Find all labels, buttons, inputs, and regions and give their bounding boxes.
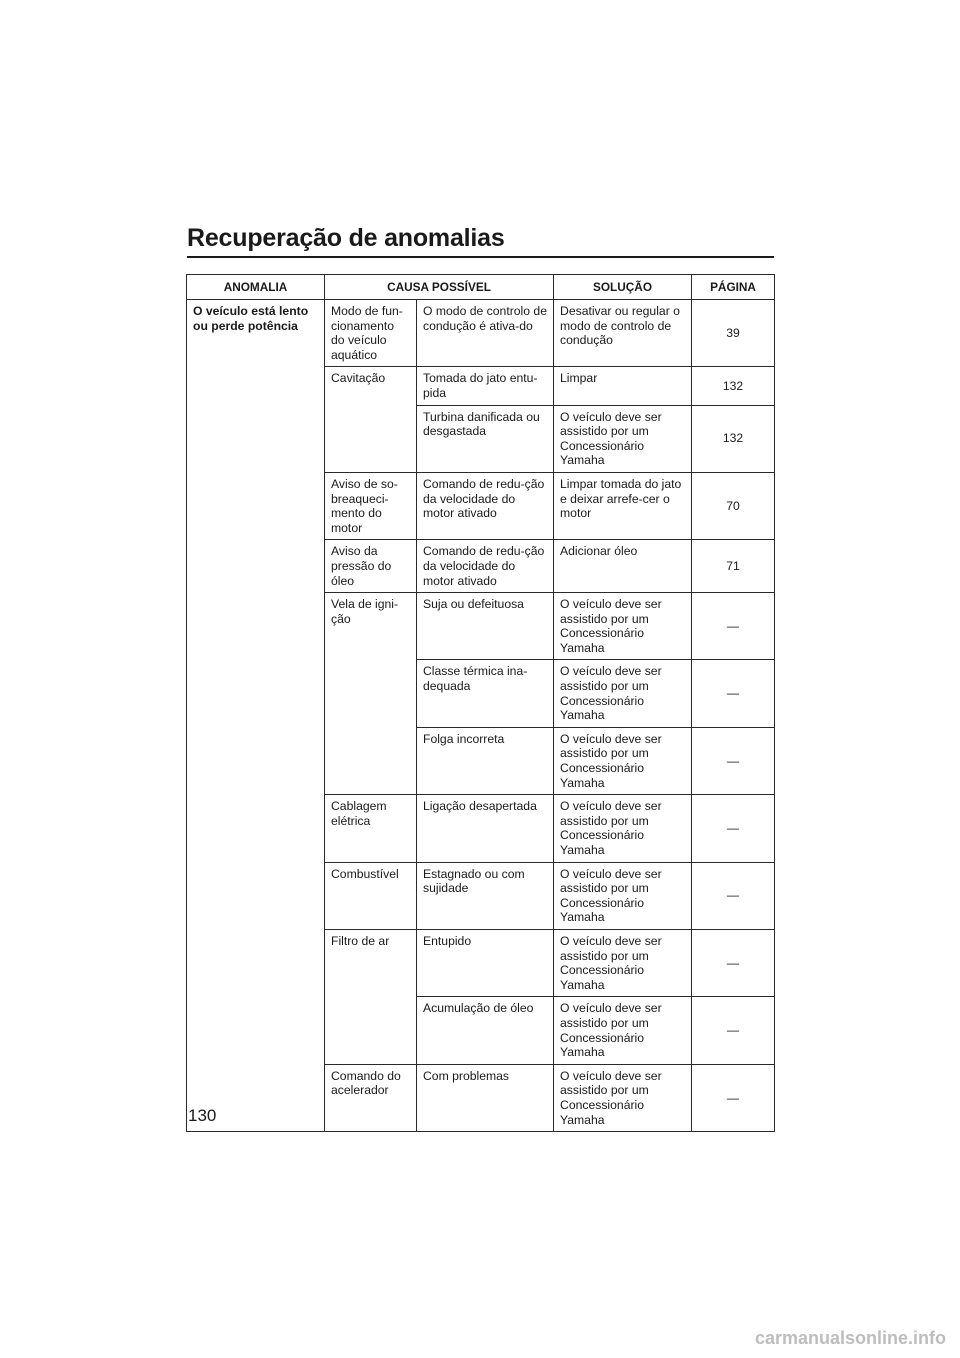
page-ref-cell: —: [692, 795, 775, 862]
table-body: [187, 300, 775, 1132]
cause-detail-cell: Turbina danificada ou desgastada: [417, 405, 554, 472]
page-title: Recuperação de anomalias: [187, 224, 505, 252]
cause-cell: Aviso da pressão do óleo: [325, 540, 417, 593]
cause-detail-cell: Comando de redu-ção da velocidade do motor ativado: [417, 472, 554, 539]
solution-cell: Desativar ou regular o modo de controlo de condução: [554, 300, 692, 367]
cause-cell: Filtro de ar: [325, 929, 417, 1064]
page-number: 130: [188, 1106, 217, 1125]
cause-cell: Vela de igni-ção: [325, 593, 417, 795]
cause-detail-cell: Acumulação de óleo: [417, 997, 554, 1064]
cause-cell: Modo de fun-cionamento do veículo aquático: [325, 300, 417, 367]
page-ref-cell: 39: [692, 300, 775, 367]
page-ref-cell: —: [692, 593, 775, 660]
page-ref-cell: —: [692, 929, 775, 996]
solution-cell: O veículo deve ser assistido por um Concessionário Yamaha: [554, 727, 692, 794]
page-ref-cell: 70: [692, 472, 775, 539]
header-solucao: SOLUÇÃO: [554, 275, 692, 300]
solution-cell: Adicionar óleo: [554, 540, 692, 593]
cause-detail-cell: Tomada do jato entu-pida: [417, 367, 554, 405]
cause-detail-cell: Suja ou defeituosa: [417, 593, 554, 660]
cause-cell: Aviso de so-breaqueci-mento do motor: [325, 472, 417, 539]
solution-cell: O veículo deve ser assistido por um Concessionário Yamaha: [554, 593, 692, 660]
solution-cell: Limpar tomada do jato e deixar arrefe-cer o motor: [554, 472, 692, 539]
cause-detail-cell: Entupido: [417, 929, 554, 996]
solution-cell: O veículo deve ser assistido por um Concessionário Yamaha: [554, 405, 692, 472]
page-ref-cell: 132: [692, 405, 775, 472]
cause-detail-cell: Folga incorreta: [417, 727, 554, 794]
cause-cell: Cablagem elétrica: [325, 795, 417, 862]
solution-cell: O veículo deve ser assistido por um Concessionário Yamaha: [554, 795, 692, 862]
cause-detail-cell: Classe térmica ina-dequada: [417, 660, 554, 727]
solution-cell: Limpar: [554, 367, 692, 405]
watermark: carmanualsonline.info: [754, 1328, 946, 1348]
header-pagina: PÁGINA: [692, 275, 775, 300]
page-ref-cell: —: [692, 862, 775, 929]
page-ref-cell: —: [692, 660, 775, 727]
troubleshooting-table: [186, 274, 775, 1132]
cause-cell: Comando do acelerador: [325, 1064, 417, 1131]
solution-cell: O veículo deve ser assistido por um Concessionário Yamaha: [554, 862, 692, 929]
header-anomalia: ANOMALIA: [187, 275, 325, 300]
anomaly-cell: O veículo está lento ou perde potência: [187, 300, 325, 1132]
solution-cell: O veículo deve ser assistido por um Concessionário Yamaha: [554, 997, 692, 1064]
cause-detail-cell: O modo de controlo de condução é ativa-do: [417, 300, 554, 367]
cause-detail-cell: Estagnado ou com sujidade: [417, 862, 554, 929]
page-ref-cell: —: [692, 727, 775, 794]
cause-detail-cell: Ligação desapertada: [417, 795, 554, 862]
page-ref-cell: 132: [692, 367, 775, 405]
page-ref-cell: —: [692, 997, 775, 1064]
solution-cell: O veículo deve ser assistido por um Concessionário Yamaha: [554, 929, 692, 996]
table-header-row: [187, 275, 775, 300]
page-ref-cell: 71: [692, 540, 775, 593]
solution-cell: O veículo deve ser assistido por um Concessionário Yamaha: [554, 660, 692, 727]
table-row: [187, 300, 775, 367]
header-causa: CAUSA POSSÍVEL: [325, 275, 554, 300]
page-ref-cell: —: [692, 1064, 775, 1131]
cause-detail-cell: Comando de redu-ção da velocidade do motor ativado: [417, 540, 554, 593]
cause-cell: Combustível: [325, 862, 417, 929]
cause-detail-cell: Com problemas: [417, 1064, 554, 1131]
title-divider: [187, 256, 774, 258]
cause-cell: Cavitação: [325, 367, 417, 473]
solution-cell: O veículo deve ser assistido por um Concessionário Yamaha: [554, 1064, 692, 1131]
